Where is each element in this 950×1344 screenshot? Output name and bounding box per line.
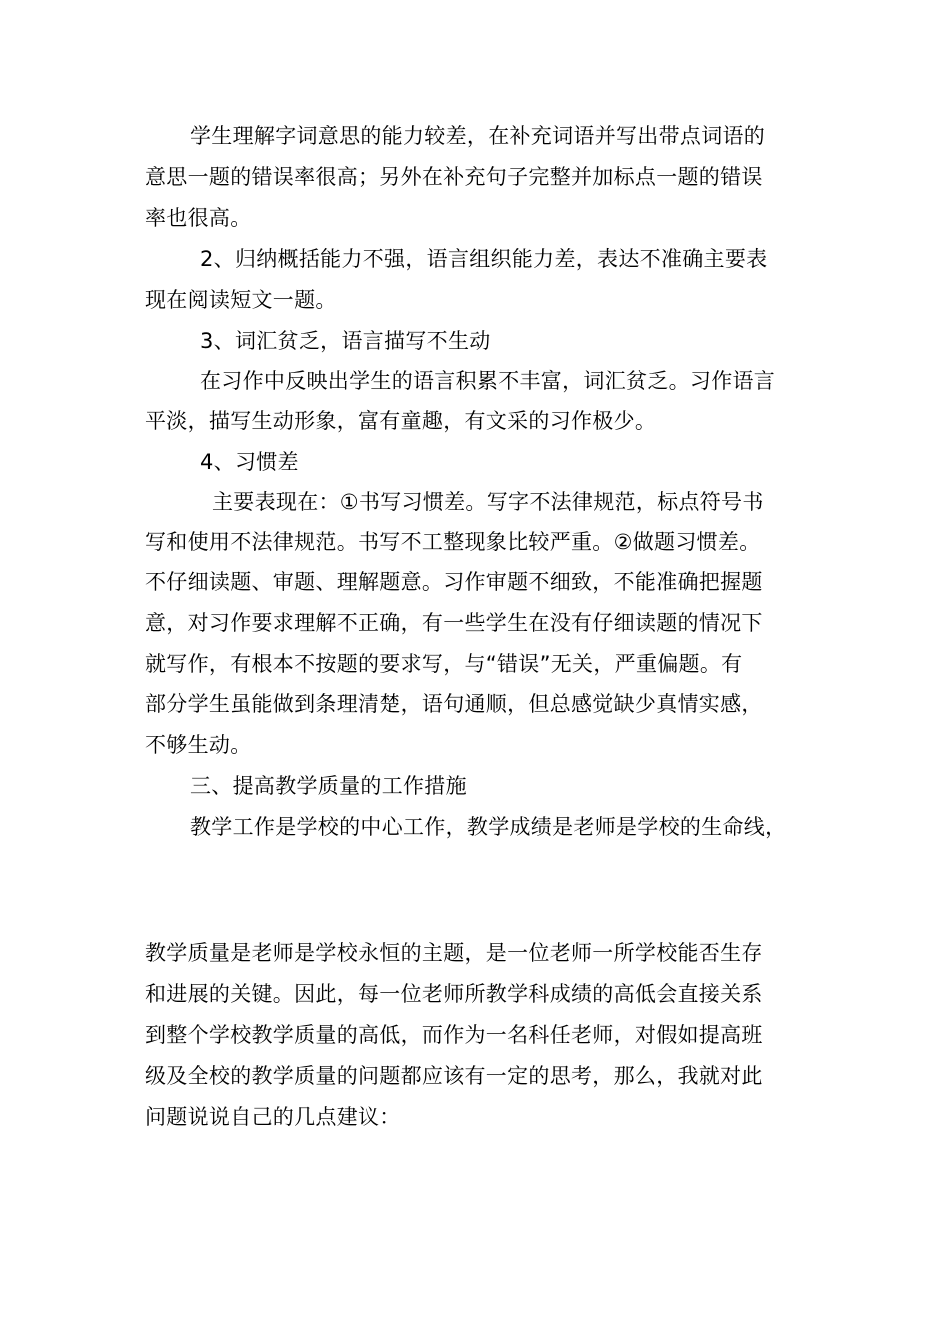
paragraph-line: 主要表现在：①书写习惯差。写字不法律规范，标点符号书: [212, 490, 764, 514]
paragraph-line: 在习作中反映出学生的语言积累不丰富，词汇贫乏。习作语言: [200, 369, 776, 393]
paragraph-line: 就写作，有根本不按题的要求写，与“错误”无关，严重偏题。有: [145, 652, 743, 676]
paragraph-line: 级及全校的教学质量的问题都应该有一定的思考，那么，我就对此: [145, 1064, 763, 1088]
paragraph-line: 现在阅读短文一题。: [145, 288, 337, 312]
paragraph-line: 不够生动。: [145, 733, 252, 757]
paragraph-line: 和进展的关键。因此，每一位老师所教学科成绩的高低会直接关系: [145, 982, 763, 1006]
paragraph-line: 不仔细读题、审题、理解题意。习作审题不细致，不能准确把握题: [145, 570, 763, 594]
paragraph-line: 率也很高。: [145, 206, 252, 230]
paragraph-line: 写和使用不法律规范。书写不工整现象比较严重。②做题习惯差。: [145, 530, 761, 554]
paragraph-line: 到整个学校教学质量的高低，而作为一名科任老师，对假如提高班: [145, 1023, 763, 1047]
paragraph-line: 教学质量是老师是学校永恒的主题，是一位老师一所学校能否生存: [145, 941, 763, 965]
section-heading: 三、提高教学质量的工作措施: [190, 774, 467, 798]
paragraph-line: 学生理解字词意思的能力较差，在补充词语并写出带点词语的: [190, 124, 766, 148]
paragraph-line: 意思一题的错误率很高；另外在补充句子完整并加标点一题的错误: [145, 165, 763, 189]
paragraph-line: 2、归纳概括能力不强，语言组织能力差，表达不准确主要表: [200, 247, 768, 271]
section-heading: 3、词汇贫乏，语言描写不生动: [200, 329, 491, 353]
paragraph-line: 部分学生虽能做到条理清楚，语句通顺，但总感觉缺少真情实感，: [145, 692, 763, 716]
paragraph-line: 问题说说自己的几点建议：: [145, 1105, 401, 1129]
paragraph-line: 平淡，描写生动形象，富有童趣，有文采的习作极少。: [145, 409, 657, 433]
paragraph-line: 教学工作是学校的中心工作，教学成绩是老师是学校的生命线，: [190, 815, 787, 839]
paragraph-line: 意，对习作要求理解不正确，有一些学生在没有仔细读题的情况下: [145, 611, 763, 635]
section-heading: 4、习惯差: [200, 450, 299, 474]
